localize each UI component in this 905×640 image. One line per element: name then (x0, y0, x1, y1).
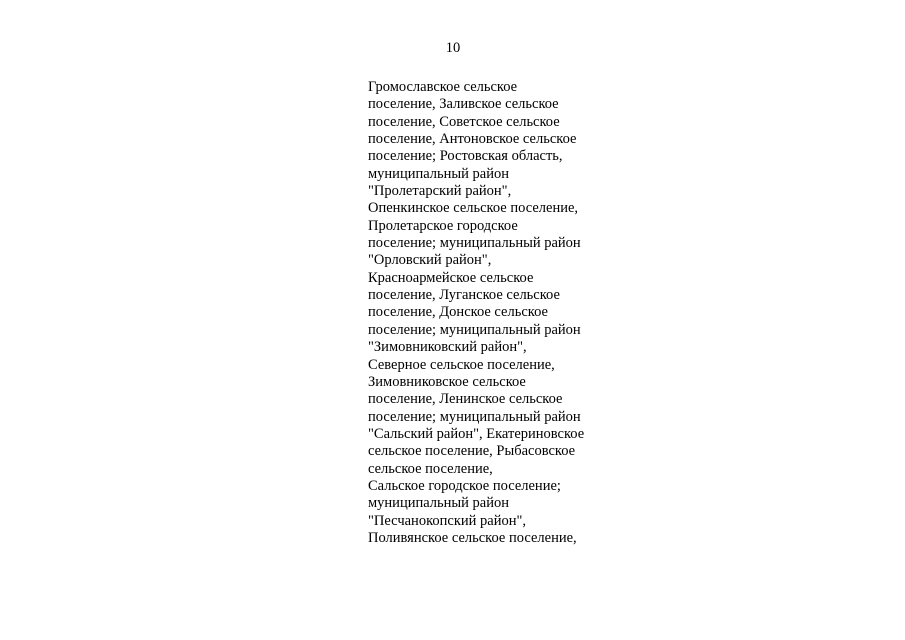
text-line: поселение, Заливское сельское (368, 96, 559, 113)
text-line: Сальское городское поселение; (368, 477, 561, 494)
text-column (368, 79, 628, 547)
text-line: Красноармейское сельское (368, 269, 534, 286)
text-line: муниципальный район (368, 165, 509, 182)
text-line: поселение, Советское сельское (368, 113, 560, 130)
text-line: Пролетарское городское (368, 217, 518, 234)
text-line: поселение; муниципальный район (368, 408, 581, 425)
text-line: Громославское сельское (368, 79, 518, 95)
text-line: "Пролетарский район", (368, 183, 512, 200)
text-line: Северное сельское поселение, (368, 356, 555, 373)
text-line: поселение; муниципальный район (368, 321, 581, 338)
text-line: поселение; муниципальный район (368, 235, 581, 252)
text-line: поселение; Ростовская область, (368, 148, 563, 165)
text-line: поселение, Донское сельское (368, 304, 548, 321)
text-line: поселение, Ленинское сельское (368, 391, 563, 408)
text-line: Опенкинское сельское поселение, (368, 200, 579, 217)
text-line: "Сальский район", Екатериновское (368, 425, 585, 442)
text-line: сельское поселение, Рыбасовское (368, 443, 576, 460)
text-line: "Орловский район", (368, 252, 492, 269)
text-line: "Песчанокопский район", (368, 512, 527, 529)
text-line: поселение, Луганское сельское (368, 287, 560, 304)
text-line: сельское поселение, (368, 460, 493, 477)
text-line: поселение, Антоновское сельское (368, 131, 577, 148)
page-number: 10 (445, 40, 461, 56)
text-line: муниципальный район (368, 495, 509, 512)
text-line: Зимовниковское сельское (368, 373, 526, 390)
text-line: Поливянское сельское поселение, (368, 529, 577, 546)
text-line: "Зимовниковский район", (368, 339, 527, 356)
